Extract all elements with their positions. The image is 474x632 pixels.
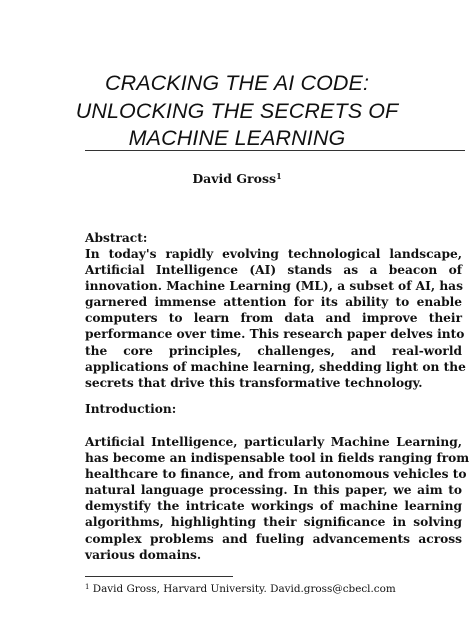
introduction-line: Artificial Intelligence, particularly Machine Learning, (85, 435, 462, 449)
abstract-heading: Abstract: (85, 231, 148, 245)
introduction-line: complex problems and fueling advancements across (85, 531, 462, 546)
abstract-line: Artificial Intelligence (AI) stands as a beacon of (85, 263, 462, 278)
abstract-body (85, 246, 466, 391)
footnote-mark: 1 (85, 583, 90, 591)
abstract-line: garnered immense attention for its ability to enable (85, 295, 462, 310)
footnote-divider (85, 576, 233, 577)
abstract-line: secrets that drive this transformative technology. (85, 375, 423, 390)
abstract-line: innovation. Machine Learning (ML), a subset of AI, has (85, 279, 463, 294)
introduction-line: various domains. (85, 547, 202, 562)
author-name: David Gross (192, 171, 277, 186)
abstract-line: In today's rapidly evolving technological landscape, (85, 247, 462, 261)
introduction-line: natural language processing. In this paper, we aim to (85, 483, 462, 498)
title-divider (85, 150, 465, 151)
introduction-line: demystify the intricate workings of machine learning (85, 499, 462, 514)
title-line: MACHINE LEARNING (128, 126, 346, 150)
abstract-line: the core principles, challenges, and real-world (85, 343, 462, 358)
title-line: CRACKING THE AI CODE: (104, 71, 370, 95)
footnote-text: David Gross, Harvard University. David.gross@cbecl.com (89, 583, 396, 595)
introduction-line: healthcare to finance, and from autonomous vehicles to (85, 467, 467, 482)
introduction-heading: Introduction: (85, 402, 177, 416)
author-line (0, 171, 474, 187)
abstract-line: applications of machine learning, shedding light on the (85, 359, 466, 374)
abstract-line: computers to learn from data and improve their (85, 311, 462, 326)
introduction-line: has become an indispensable tool in fields ranging from (85, 451, 470, 466)
footnote (85, 582, 396, 596)
introduction-body (85, 434, 470, 563)
paper-title (20, 70, 454, 153)
introduction-line: algorithms, highlighting their significance in solving (85, 515, 462, 530)
title-line: UNLOCKING THE SECRETS OF (75, 98, 399, 123)
abstract-line: performance over time. This research paper delves into (85, 327, 465, 342)
author-footnote-mark: 1 (276, 171, 282, 181)
